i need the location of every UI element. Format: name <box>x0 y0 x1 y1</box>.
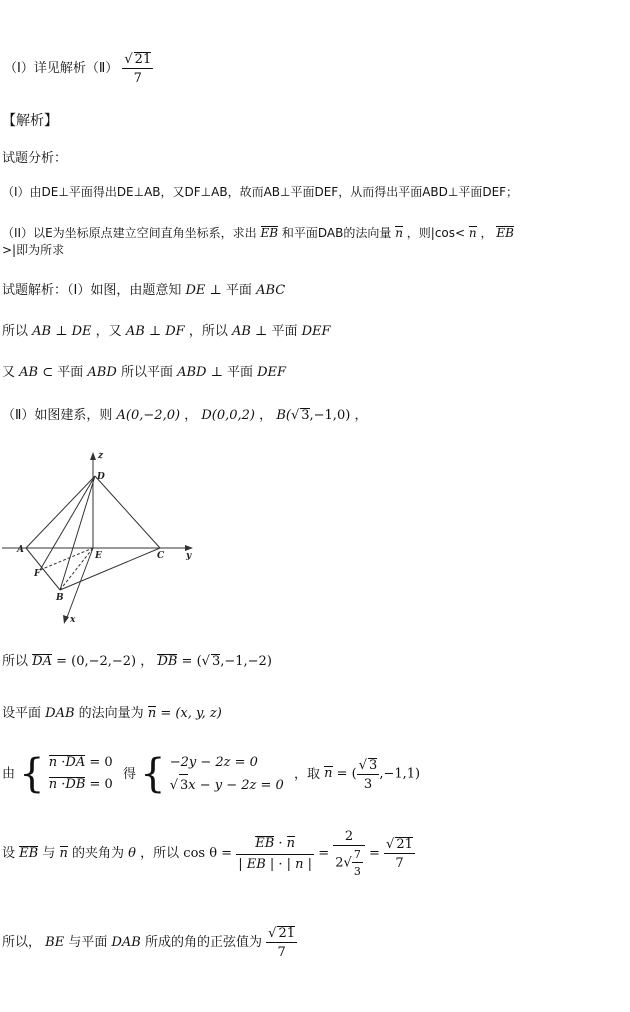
cos-frac-1 <box>236 836 314 870</box>
left-brace-2: { <box>140 751 166 797</box>
label-x: x <box>70 615 76 625</box>
cos-f2-den-den: 3 <box>353 865 361 878</box>
answer-den: 7 <box>133 71 142 86</box>
edge-df <box>40 476 95 570</box>
solution-line2 <box>2 325 331 338</box>
edge-ad <box>26 476 95 548</box>
line3-h: DEF <box>257 365 287 380</box>
cos-f2-den-pre: 2 <box>335 855 344 871</box>
sys-l2a: n · <box>48 777 66 792</box>
answer-fraction: $\frac{√ 21}{7}$ <box>124 52 152 86</box>
analysis2-text-b: 和平面DAB的法向量 <box>281 226 392 240</box>
sys-l1v: DA <box>65 755 86 770</box>
take-num-rad: 3 <box>369 757 378 773</box>
angle-b: 与 <box>42 846 56 861</box>
take-eq: = ( <box>332 766 357 782</box>
sep-2: ， <box>259 408 273 423</box>
edge-ab <box>26 548 60 590</box>
vector-eb-2: EB <box>496 226 514 240</box>
section-heading: 【解析】 <box>2 113 58 129</box>
analysis-part1: （I）由DE⊥平面得出DE⊥AB，又DF⊥AB，故而AB⊥平面DEF，从而得出平面ABD⊥平面DEF； <box>2 185 519 199</box>
angle-n: n <box>59 845 68 861</box>
sep-3: ， <box>354 408 368 423</box>
analysis2-text-c2: ， <box>480 226 493 240</box>
db-value-pre: = ( <box>177 654 202 669</box>
vector-da: DA <box>32 654 52 669</box>
coord-a: A(0,−2,0) <box>116 408 181 423</box>
sys-de: 得 <box>122 766 136 782</box>
sys-you: 由 <box>2 766 16 782</box>
take-fraction: $\frac{√ 3}{3}$ <box>358 757 378 792</box>
cos-eq3: = <box>368 846 380 861</box>
cos-num-dot: · <box>274 836 287 852</box>
db-value-post: ,−1,−2) <box>220 654 272 669</box>
answer-label: （Ⅰ）详见解析（Ⅱ） <box>4 61 119 76</box>
solution-intro <box>2 284 285 297</box>
sys-l2b: = 0 <box>85 777 113 792</box>
take-post: ,−1,1) <box>379 766 421 782</box>
solution-line4: （Ⅱ）如图建系，则 A(0,−2,0) ， D(0,0,2) ， B(√ 3,−1,0) ， <box>2 408 368 423</box>
normal-b: 的法向量为 <box>78 706 144 721</box>
analysis2-text-a: （II）以E为坐标原点建立空间直角坐标系，求出 <box>2 226 257 240</box>
line3-f: ABD ⊥ <box>177 365 223 380</box>
math-abc: ABC <box>256 283 286 298</box>
cos-eq2: = <box>318 846 330 861</box>
angle-line <box>2 830 415 877</box>
z-arrow <box>90 452 96 460</box>
normal-val: = (x, y, z) <box>156 706 222 721</box>
solution-line3 <box>2 366 286 379</box>
db-rad: 3 <box>211 654 221 669</box>
system-right: −2y − 2z = 0 √ 3x − y − 2z = 0 <box>170 752 284 796</box>
math-de-perp: DE ⊥ <box>185 283 222 298</box>
label-c: C <box>157 551 165 561</box>
line2-e: ，所以 <box>188 324 228 339</box>
line2-g: 平面 <box>271 324 298 339</box>
label-d: D <box>97 472 105 482</box>
edge-be <box>60 548 93 590</box>
analysis2-text-c: ，则|cos< <box>406 226 466 240</box>
cos-den: | EB | · | n | <box>238 856 313 872</box>
x-arrow <box>63 615 69 624</box>
label-z: z <box>98 451 104 461</box>
line3-d: ABD <box>87 365 117 380</box>
sys-l1b: = 0 <box>85 755 113 770</box>
analysis-label: 试题分析： <box>2 151 68 166</box>
final-b: 与平面 <box>68 935 108 950</box>
sys-r2-post: x − y − 2z = 0 <box>188 778 284 793</box>
sys-l2v: DB <box>65 777 86 792</box>
edge-bc <box>60 548 160 590</box>
left-brace-1: { <box>19 751 45 797</box>
final-fraction: $\frac{√ 21}{7}$ <box>268 926 296 960</box>
take-label: ，取 <box>293 766 320 782</box>
label-y: y <box>186 551 192 561</box>
cos-frac-3: $\frac{√ 21}{7}$ <box>386 837 413 871</box>
label-f: F <box>34 569 41 579</box>
normal-vector-line <box>2 706 222 721</box>
edge-db <box>60 476 95 590</box>
cos-f2-num: 2 <box>333 830 365 846</box>
take-n: n <box>324 766 333 782</box>
line2-h: DEF <box>301 324 331 339</box>
system-left <box>49 752 113 796</box>
normal-n: n <box>147 706 157 721</box>
sys-r1: −2y − 2z = 0 <box>169 755 258 770</box>
final-a: 所以， <box>2 935 42 950</box>
angle-c: 的夹角为 <box>72 846 125 861</box>
cos-frac-2 <box>333 830 365 877</box>
plane-word: 平面 <box>225 283 252 298</box>
line3-b: AB ⊂ <box>19 365 54 380</box>
line2-c: ，又 <box>95 324 122 339</box>
cos-num-eb: EB <box>255 836 275 852</box>
take-den: 3 <box>363 776 373 792</box>
cos-num-n: n <box>286 836 296 852</box>
line3-a: 又 <box>2 365 16 380</box>
final-num: 21 <box>278 926 296 941</box>
coord-b-rad: 3 <box>301 408 310 423</box>
cos-f3-num: 21 <box>396 837 413 852</box>
answer-num: 21 <box>134 52 152 67</box>
vector-n: n <box>395 226 403 240</box>
vector-db: DB <box>157 654 178 669</box>
final-den: 7 <box>277 945 286 960</box>
analysis-part2-end: >|即为所求 <box>2 243 65 257</box>
analysis-part2 <box>2 226 514 240</box>
edge-fe <box>40 548 93 570</box>
cos-f2-den-num: 7 <box>353 848 361 861</box>
normal-a: 设平面 <box>2 706 42 721</box>
line2-f: AB ⊥ <box>231 324 268 339</box>
line4-a: （Ⅱ）如图建系，则 <box>2 408 113 423</box>
vector-n-2: n <box>468 226 477 240</box>
label-a: A <box>17 545 24 555</box>
system-line <box>2 752 420 796</box>
cos-f2-inner <box>352 849 363 877</box>
sys-l1a: n · <box>48 755 66 770</box>
line3-e: 所以平面 <box>120 365 173 380</box>
sep-1: ， <box>184 408 198 423</box>
line3-c: 平面 <box>57 365 84 380</box>
cos-f3-den: 7 <box>395 856 404 871</box>
sep-4: ， <box>140 654 154 669</box>
vector-eb: EB <box>260 226 279 240</box>
angle-a: 设 <box>2 846 16 861</box>
edge-dc <box>95 476 160 548</box>
sys-r2-rad: 3 <box>179 774 188 797</box>
angle-theta: θ <box>128 846 136 861</box>
cos-f2-den: 2√ $\frac{7}{3}$ <box>335 848 361 878</box>
line3-g: 平面 <box>226 365 253 380</box>
coord-b-pre: B( <box>276 408 291 423</box>
line2-d: AB ⊥ DF <box>125 324 185 339</box>
cos-lhs: cos θ = <box>183 846 233 861</box>
final-line <box>2 926 297 959</box>
coord-b-post: ,−1,0) <box>309 408 351 423</box>
label-e: E <box>95 551 102 561</box>
da-prefix: 所以 <box>2 654 29 669</box>
vectors-da-db: 所以 DA = (0,−2,−2) ， DB = (√ 3,−1,−2) <box>2 654 272 669</box>
final-dab: DAB <box>111 935 141 950</box>
final-be: BE <box>45 935 65 950</box>
line2-a: 所以 <box>2 324 29 339</box>
da-value: = (0,−2,−2) <box>51 654 137 669</box>
normal-dab: DAB <box>45 706 75 721</box>
coord-d: D(0,0,2) <box>201 408 256 423</box>
solution-intro-text: 试题解析：（Ⅰ）如图，由题意知 <box>2 283 182 298</box>
label-b: B <box>56 593 64 603</box>
line2-b: AB ⊥ DE <box>32 324 92 339</box>
answer-line <box>4 52 153 85</box>
coordinate-figure <box>0 448 200 628</box>
angle-d: ，所以 <box>140 846 180 861</box>
final-c: 所成的角的正弦值为 <box>145 935 263 950</box>
angle-eb: EB <box>19 845 39 861</box>
